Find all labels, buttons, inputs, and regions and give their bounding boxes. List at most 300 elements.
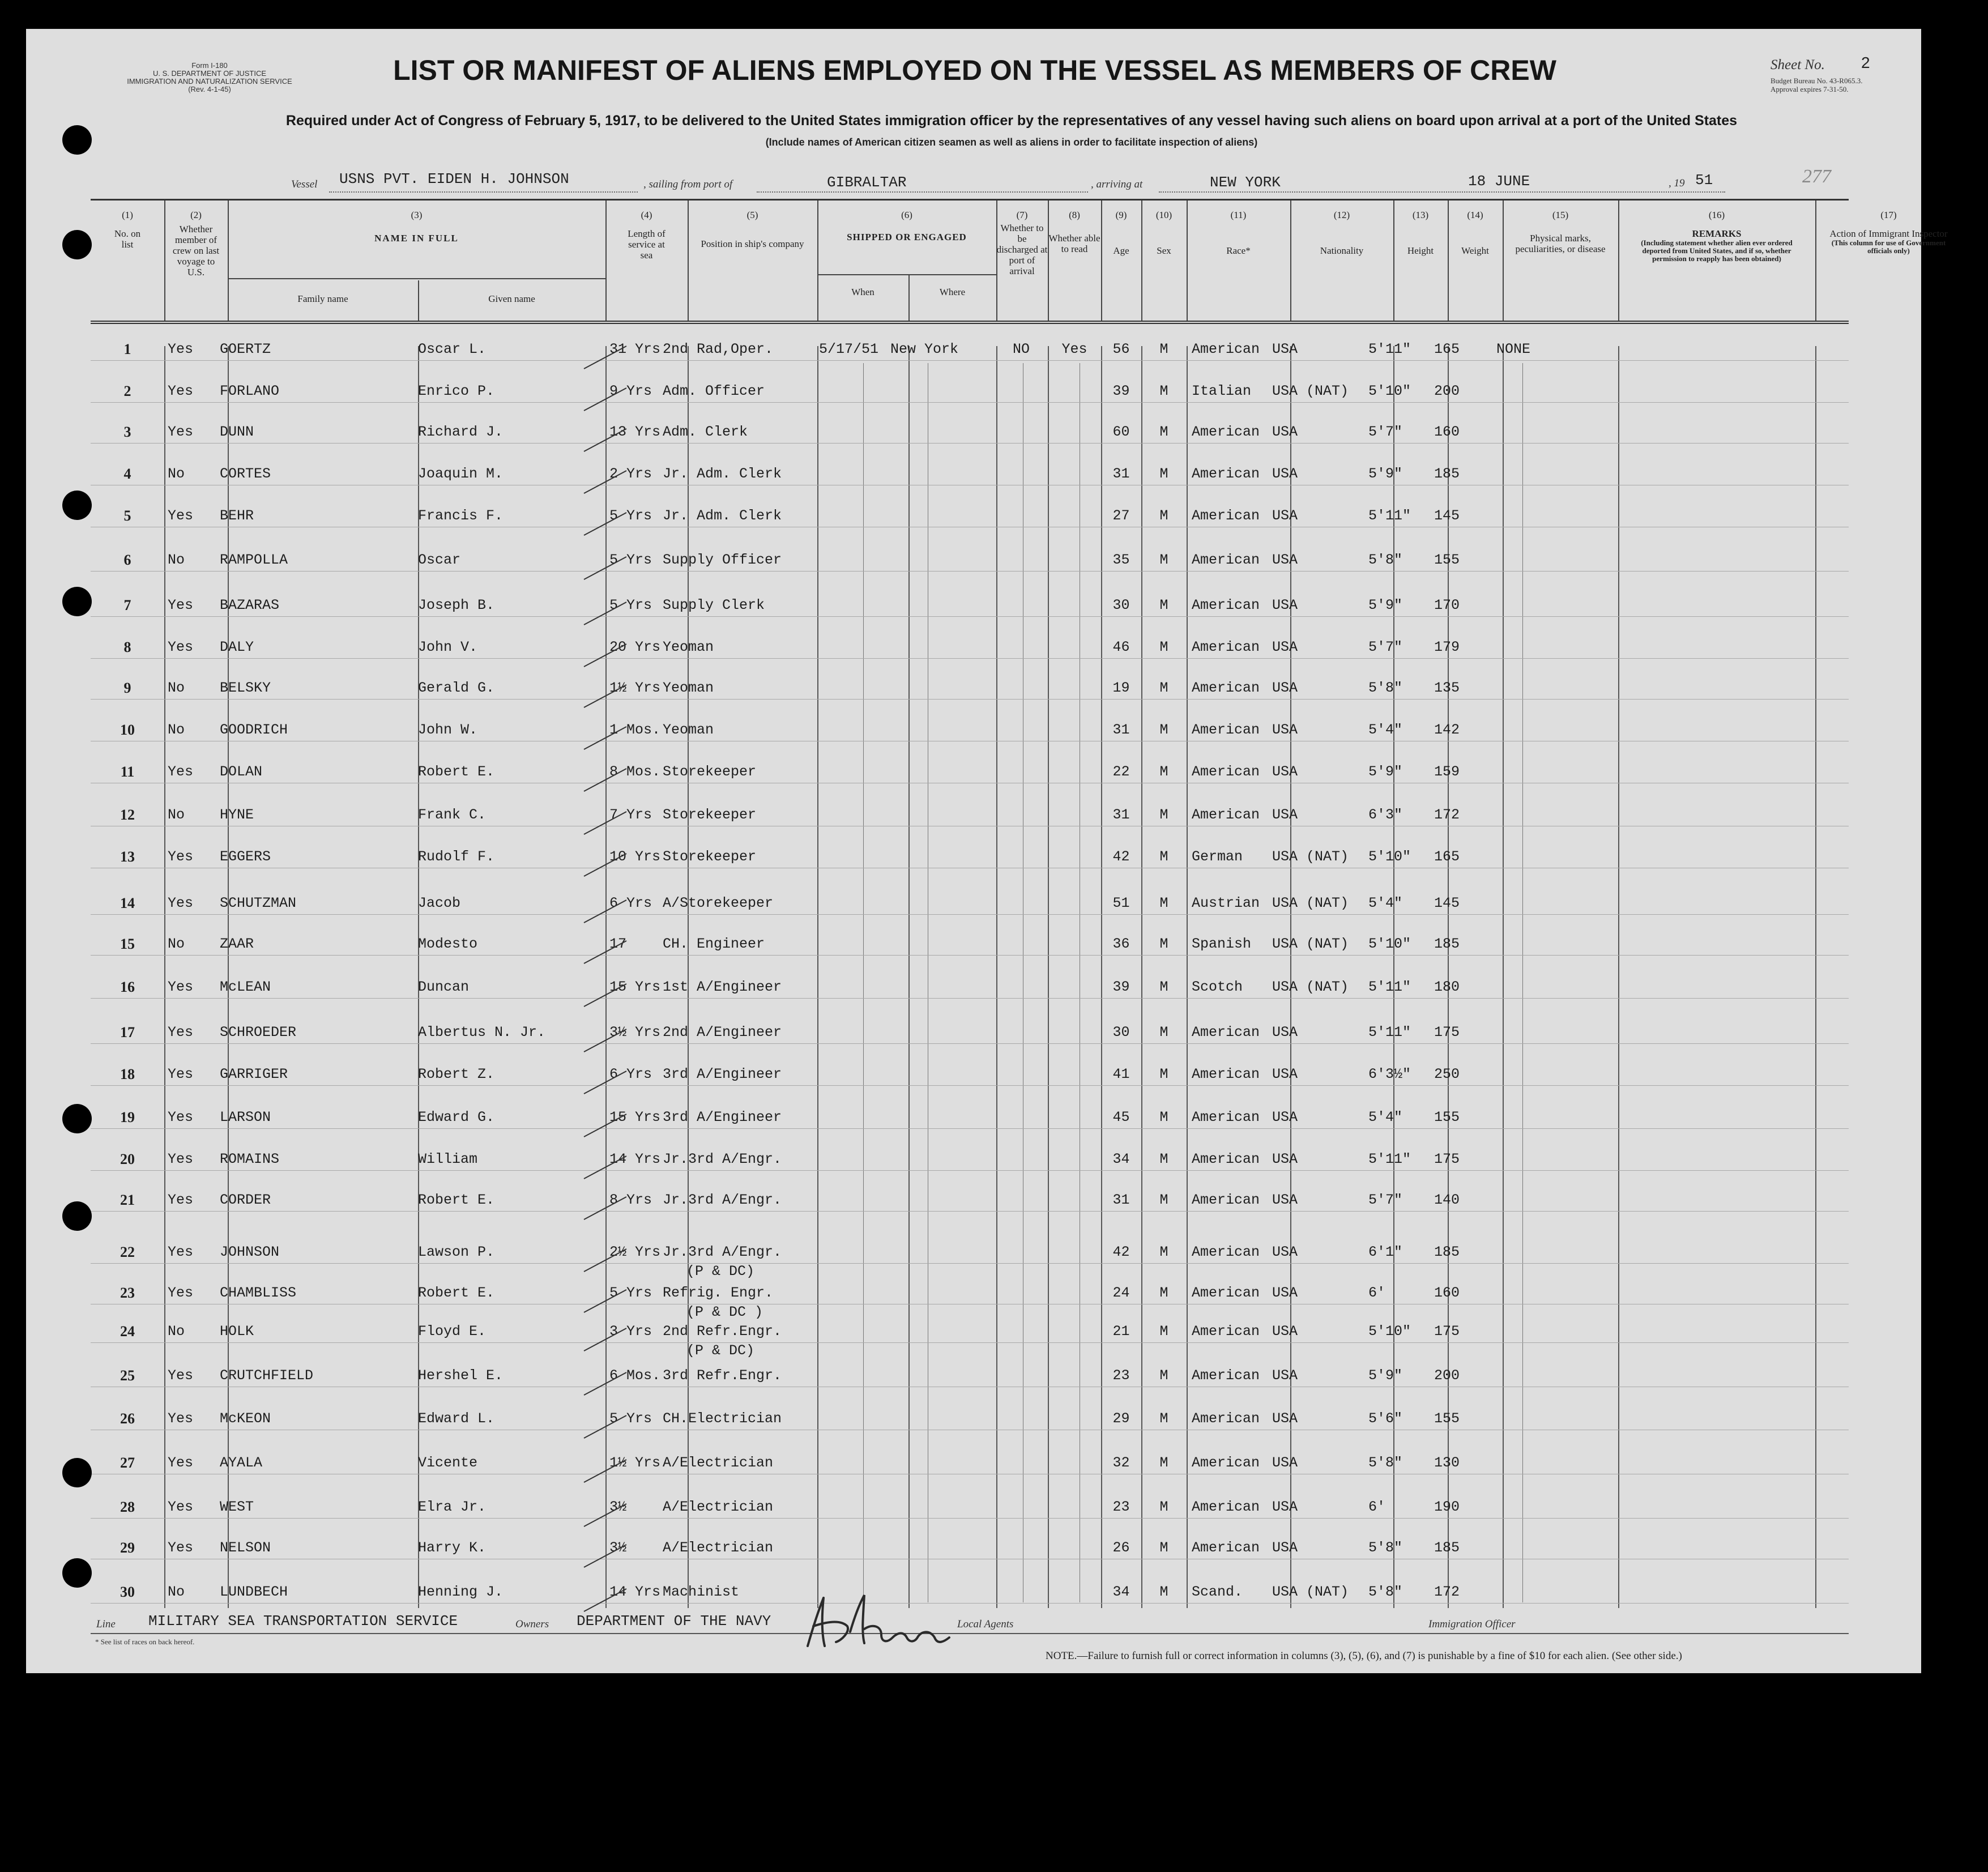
cell-family: CHAMBLISS <box>220 1285 297 1301</box>
subtitle: Required under Act of Congress of February 5, 1917, to be delivered to the United States immigration officer by the representatives of any vessel having such aliens on board upon arrival at a port of the United States <box>285 113 1738 129</box>
col7-label: Whether to be discharged at port of arrival <box>996 223 1048 276</box>
cell-position: 3rd A/Engineer <box>663 1066 782 1082</box>
cell-weight: 185 <box>1434 1540 1460 1556</box>
cell-service: 14 Yrs <box>609 1151 661 1167</box>
cell-race: American <box>1192 424 1260 440</box>
cell-age: 26 <box>1112 1540 1130 1556</box>
cell-given: Henning J. <box>418 1584 504 1600</box>
check-stroke <box>581 682 632 710</box>
check-stroke <box>581 554 632 582</box>
cell-race: American <box>1192 1109 1260 1125</box>
col5-number: (5) <box>746 210 758 220</box>
punch-hole <box>62 587 92 616</box>
table-row <box>91 955 1849 956</box>
cell-height: 5'9" <box>1368 1367 1403 1384</box>
cell-sex: M <box>1159 680 1168 696</box>
cell-no: 3 <box>123 424 131 440</box>
cell-age: 31 <box>1112 807 1130 823</box>
cell-height: 5'4" <box>1368 895 1403 911</box>
cell-nationality: USA <box>1272 341 1298 357</box>
cell-given: William <box>418 1151 478 1167</box>
cell-family: BAZARAS <box>220 597 280 613</box>
cell-sex: M <box>1159 1540 1168 1556</box>
cell-position: Yeoman <box>663 722 714 738</box>
cell-position: Jr. Adm. Clerk <box>663 508 782 524</box>
cell-nationality: USA (NAT) <box>1272 383 1349 399</box>
cell-service: 2½ Yrs <box>609 1244 661 1260</box>
cell-no: 18 <box>120 1066 135 1082</box>
sheet-number-label: Sheet No. <box>1771 57 1825 73</box>
check-stroke <box>581 1542 632 1570</box>
cell-no: 11 <box>120 764 135 780</box>
cell-age: 41 <box>1112 1066 1130 1082</box>
col16-header <box>1618 210 1815 263</box>
cell-position: Supply Clerk <box>663 597 765 613</box>
check-stroke <box>581 1457 632 1485</box>
when-header: When <box>851 287 874 297</box>
cell-service: 13 Yrs <box>609 424 661 440</box>
cell-weight: 200 <box>1434 383 1460 399</box>
check-stroke <box>581 1111 632 1140</box>
cell-nationality: USA <box>1272 1323 1298 1340</box>
cell-sex: M <box>1159 1109 1168 1125</box>
cell-family: LUNDBECH <box>220 1584 288 1600</box>
cell-service: 5 Yrs <box>609 1285 652 1301</box>
cell-race: American <box>1192 1367 1260 1384</box>
cell-age: 60 <box>1112 424 1130 440</box>
cell-weight: 160 <box>1434 1285 1460 1301</box>
cell-weight: 130 <box>1434 1455 1460 1471</box>
cell-prev: Yes <box>168 1192 194 1208</box>
check-stroke <box>581 938 632 966</box>
cell-prev: Yes <box>168 341 194 357</box>
form-number: Form I-180 <box>191 61 228 70</box>
cell-family: CORTES <box>220 466 271 482</box>
owners-value: DEPARTMENT OF THE NAVY <box>577 1613 771 1630</box>
col16-sublabel: (Including statement whether alien ever ordered deported from United States, and if so, whether permission to reapply has been obtained) <box>1641 238 1793 263</box>
cell-service: 3½ Yrs <box>609 1024 661 1041</box>
col15-number: (15) <box>1552 210 1569 220</box>
cell-sex: M <box>1159 552 1168 568</box>
table-row <box>91 1342 1849 1343</box>
approval-expiry: Approval expires 7-31-50. <box>1771 85 1849 93</box>
cell-height: 6' <box>1368 1285 1386 1301</box>
check-stroke <box>581 385 632 413</box>
cell-prev: Yes <box>168 764 194 780</box>
cell-race: American <box>1192 1410 1260 1427</box>
cell-race: American <box>1192 1151 1260 1167</box>
cell-nationality: USA <box>1272 1285 1298 1301</box>
cell-prev: No <box>168 807 185 823</box>
cell-given: Robert E. <box>418 764 495 780</box>
cell-age: 45 <box>1112 1109 1130 1125</box>
cell-position: A/Electrician <box>663 1455 774 1471</box>
cell-no: 12 <box>120 807 135 823</box>
cell-given: Oscar <box>418 552 461 568</box>
cell-given: John W. <box>418 722 478 738</box>
cell-position: Jr.3rd A/Engr. <box>663 1244 782 1260</box>
cell-height: 6'3½" <box>1368 1066 1411 1082</box>
cell-no: 5 <box>123 508 131 524</box>
col13-header <box>1393 210 1448 256</box>
footer-rule <box>91 1633 1849 1634</box>
cell-height: 5'8" <box>1368 680 1403 696</box>
col7-number: (7) <box>1016 210 1028 220</box>
column-divider <box>1815 346 1816 1608</box>
cell-age: 29 <box>1112 1410 1130 1427</box>
col17-header <box>1815 210 1962 255</box>
arriving-label: , arriving at <box>1091 178 1143 190</box>
cell-marks: NONE <box>1496 341 1531 357</box>
col8-label: Whether able to read <box>1048 233 1100 254</box>
cell-no: 1 <box>123 341 131 357</box>
signature-mark <box>796 1592 966 1654</box>
cell-nationality: USA (NAT) <box>1272 895 1349 911</box>
table-row <box>91 1211 1849 1212</box>
col6-label: SHIPPED OR ENGAGED <box>847 232 967 242</box>
cell-family: DUNN <box>220 424 254 440</box>
cell-position-note: (P & DC) <box>686 1263 755 1280</box>
cell-weight: 185 <box>1434 936 1460 952</box>
cell-nationality: USA <box>1272 1066 1298 1082</box>
cell-no: 4 <box>123 466 131 482</box>
check-stroke <box>581 1287 632 1315</box>
col4-label: Length of service at sea <box>628 228 665 261</box>
check-stroke <box>581 1413 632 1441</box>
cell-nationality: USA <box>1272 1455 1298 1471</box>
column-divider <box>1187 346 1188 1608</box>
col11-header <box>1187 210 1290 256</box>
cell-nationality: USA <box>1272 466 1298 482</box>
cell-nationality: USA <box>1272 1244 1298 1260</box>
cell-race: American <box>1192 1244 1260 1260</box>
cell-family: ROMAINS <box>220 1151 280 1167</box>
cell-sex: M <box>1159 1192 1168 1208</box>
check-stroke <box>581 1246 632 1274</box>
cell-no: 13 <box>120 848 135 865</box>
cell-position: 2nd Rad,Oper. <box>663 341 774 357</box>
cell-height: 5'8" <box>1368 1584 1403 1600</box>
table-row <box>91 1043 1849 1044</box>
local-agents-label: Local Agents <box>957 1618 1014 1630</box>
cell-no: 19 <box>120 1109 135 1125</box>
cell-service: 5 Yrs <box>609 597 652 613</box>
check-stroke <box>581 724 632 752</box>
cell-service: 3½ <box>609 1540 627 1556</box>
ditto-line <box>863 363 864 1602</box>
column-divider <box>1618 346 1619 1608</box>
cell-age: 51 <box>1112 895 1130 911</box>
cell-height: 5'11" <box>1368 341 1411 357</box>
cell-age: 32 <box>1112 1455 1130 1471</box>
col9-label: Age <box>1113 245 1129 256</box>
cell-given: Frank C. <box>418 807 487 823</box>
cell-age: 39 <box>1112 979 1130 995</box>
cell-service: 5 Yrs <box>609 552 652 568</box>
cell-prev: Yes <box>168 979 194 995</box>
cell-age: 56 <box>1112 341 1130 357</box>
cell-service: 1½ Yrs <box>609 680 661 696</box>
cell-age: 23 <box>1112 1367 1130 1384</box>
cell-race: American <box>1192 466 1260 482</box>
cell-position: Storekeeper <box>663 848 757 865</box>
cell-prev: Yes <box>168 1151 194 1167</box>
vessel-label: Vessel <box>291 178 318 190</box>
cell-position: Jr. Adm. Clerk <box>663 466 782 482</box>
cell-sex: M <box>1159 979 1168 995</box>
cell-no: 22 <box>120 1244 135 1260</box>
cell-sex: M <box>1159 424 1168 440</box>
col12-header <box>1290 210 1393 256</box>
cell-weight: 172 <box>1434 807 1460 823</box>
check-stroke <box>581 1370 632 1398</box>
cell-prev: Yes <box>168 639 194 655</box>
cell-race: American <box>1192 680 1260 696</box>
punch-hole <box>62 1104 92 1133</box>
form-identifier <box>96 62 323 93</box>
cell-weight: 142 <box>1434 722 1460 738</box>
cell-family: HOLK <box>220 1323 254 1340</box>
cell-given: Robert E. <box>418 1192 495 1208</box>
col11-number: (11) <box>1230 210 1247 220</box>
cell-service: 17 <box>609 936 627 952</box>
cell-race: Scand. <box>1192 1584 1243 1600</box>
cell-nationality: USA (NAT) <box>1272 1584 1349 1600</box>
cell-age: 42 <box>1112 1244 1130 1260</box>
check-stroke <box>581 809 632 837</box>
col3-number: (3) <box>411 210 423 220</box>
cell-nationality: USA <box>1272 1109 1298 1125</box>
cell-no: 10 <box>120 722 135 738</box>
cell-given: Robert Z. <box>418 1066 495 1082</box>
cell-given: Harry K. <box>418 1540 487 1556</box>
cell-position: A/Storekeeper <box>663 895 774 911</box>
cell-no: 26 <box>120 1410 135 1427</box>
cell-given: Gerald G. <box>418 680 495 696</box>
cell-weight: 160 <box>1434 424 1460 440</box>
cell-position: Yeoman <box>663 639 714 655</box>
cell-race: American <box>1192 639 1260 655</box>
cell-family: CORDER <box>220 1192 271 1208</box>
cell-service: 5 Yrs <box>609 508 652 524</box>
sheet-number-value: 2 <box>1861 54 1870 71</box>
col17-number: (17) <box>1880 210 1897 220</box>
cell-race: American <box>1192 1499 1260 1515</box>
col9-header <box>1101 210 1141 256</box>
cell-age: 31 <box>1112 466 1130 482</box>
cell-given: Elra Jr. <box>418 1499 487 1515</box>
cell-nationality: USA <box>1272 508 1298 524</box>
cell-age: 39 <box>1112 383 1130 399</box>
cell-given: Duncan <box>418 979 470 995</box>
cell-position: Jr.3rd A/Engr. <box>663 1192 782 1208</box>
cell-age: 35 <box>1112 552 1130 568</box>
line-label: Line <box>96 1618 116 1630</box>
cell-given: Edward L. <box>418 1410 495 1427</box>
cell-service: 20 Yrs <box>609 639 661 655</box>
cell-given: Joseph B. <box>418 597 495 613</box>
cell-position-note: (P & DC) <box>686 1342 755 1359</box>
cell-service: 2 Yrs <box>609 466 652 482</box>
cell-weight: 175 <box>1434 1151 1460 1167</box>
column-divider <box>908 346 910 1608</box>
cell-prev: No <box>168 936 185 952</box>
cell-weight: 190 <box>1434 1499 1460 1515</box>
cell-sex: M <box>1159 1285 1168 1301</box>
cell-sex: M <box>1159 1244 1168 1260</box>
cell-age: 34 <box>1112 1151 1130 1167</box>
cell-family: LARSON <box>220 1109 271 1125</box>
cell-sex: M <box>1159 508 1168 524</box>
cell-height: 6'3" <box>1368 807 1403 823</box>
cell-sex: M <box>1159 466 1168 482</box>
cell-nationality: USA <box>1272 1367 1298 1384</box>
cell-height: 5'9" <box>1368 466 1403 482</box>
cell-nationality: USA (NAT) <box>1272 848 1349 865</box>
cell-nationality: USA <box>1272 1024 1298 1041</box>
cell-given: Rudolf F. <box>418 848 495 865</box>
cell-nationality: USA <box>1272 807 1298 823</box>
cell-weight: 159 <box>1434 764 1460 780</box>
cell-given: Richard J. <box>418 424 504 440</box>
cell-nationality: USA <box>1272 1192 1298 1208</box>
cell-prev: Yes <box>168 1499 194 1515</box>
cell-height: 5'7" <box>1368 424 1403 440</box>
check-stroke <box>581 1153 632 1182</box>
cell-nationality: USA <box>1272 1410 1298 1427</box>
cell-position: Yeoman <box>663 680 714 696</box>
cell-sex: M <box>1159 1584 1168 1600</box>
cell-age: 22 <box>1112 764 1130 780</box>
cell-age: 31 <box>1112 722 1130 738</box>
cell-nationality: USA <box>1272 552 1298 568</box>
table-row <box>91 443 1849 444</box>
col16-number: (16) <box>1708 210 1725 220</box>
cell-given: Enrico P. <box>418 383 495 399</box>
cell-prev: Yes <box>168 1244 194 1260</box>
cell-no: 29 <box>120 1540 135 1556</box>
cell-weight: 180 <box>1434 979 1460 995</box>
table-row <box>91 1518 1849 1519</box>
cell-race: American <box>1192 597 1260 613</box>
cell-sex: M <box>1159 1367 1168 1384</box>
cell-prev: Yes <box>168 383 194 399</box>
cell-position: Storekeeper <box>663 764 757 780</box>
cell-race: American <box>1192 807 1260 823</box>
cell-height: 5'10" <box>1368 383 1411 399</box>
cell-family: GOODRICH <box>220 722 288 738</box>
check-stroke <box>581 641 632 670</box>
col12-number: (12) <box>1333 210 1350 220</box>
cell-prev: Yes <box>168 597 194 613</box>
cell-service: 6 Yrs <box>609 895 652 911</box>
col5-label: Position in ship's company <box>701 238 804 249</box>
col1-label: No. on list <box>114 228 141 250</box>
cell-prev: No <box>168 680 185 696</box>
cell-height: 5'10" <box>1368 848 1411 865</box>
cell-position: Refrig. Engr. <box>663 1285 774 1301</box>
cell-no: 20 <box>120 1151 135 1167</box>
cell-sex: M <box>1159 1151 1168 1167</box>
cell-family: CRUTCHFIELD <box>220 1367 314 1384</box>
cell-family: BEHR <box>220 508 254 524</box>
cell-given: Albertus N. Jr. <box>418 1024 546 1041</box>
cell-weight: 170 <box>1434 597 1460 613</box>
cell-nationality: USA <box>1272 424 1298 440</box>
cell-family: GOERTZ <box>220 341 271 357</box>
cell-prev: Yes <box>168 1455 194 1471</box>
col7-header <box>996 210 1048 276</box>
cell-service: 1 Mos. <box>609 722 661 738</box>
vessel-name: USNS PVT. EIDEN H. JOHNSON <box>339 170 569 187</box>
cell-family: McKEON <box>220 1410 271 1427</box>
check-stroke <box>581 1501 632 1529</box>
cell-no: 14 <box>120 895 135 911</box>
cell-service: 15 Yrs <box>609 979 661 995</box>
cell-position: 3rd A/Engineer <box>663 1109 782 1125</box>
cell-race: American <box>1192 722 1260 738</box>
from-port-underline <box>757 191 1088 193</box>
cell-weight: 145 <box>1434 895 1460 911</box>
cell-weight: 250 <box>1434 1066 1460 1082</box>
table-row <box>91 616 1849 617</box>
cell-age: 21 <box>1112 1323 1130 1340</box>
cell-age: 27 <box>1112 508 1130 524</box>
cell-height: 5'11" <box>1368 979 1411 995</box>
col17-sublabel: (This column for use of Government officials only) <box>1831 238 1946 255</box>
cell-sex: M <box>1159 1024 1168 1041</box>
cell-given: Floyd E. <box>418 1323 487 1340</box>
cell-service: 10 Yrs <box>609 848 661 865</box>
cell-weight: 185 <box>1434 1244 1460 1260</box>
table-row <box>91 571 1849 572</box>
table-row <box>91 914 1849 915</box>
cell-nationality: USA (NAT) <box>1272 979 1349 995</box>
col2-label: Whether member of crew on last voyage to U.S. <box>172 224 220 278</box>
cell-when: 5/17/51 <box>819 341 879 357</box>
col11-label: Race* <box>1226 245 1251 256</box>
cell-where: New York <box>890 341 959 357</box>
punch-hole <box>62 1201 92 1231</box>
cell-nationality: USA <box>1272 1151 1298 1167</box>
cell-no: 7 <box>123 597 131 613</box>
cell-age: 42 <box>1112 848 1130 865</box>
cell-no: 17 <box>120 1024 135 1041</box>
cell-height: 6'1" <box>1368 1244 1403 1260</box>
cell-service: 15 Yrs <box>609 1109 661 1125</box>
cell-weight: 200 <box>1434 1367 1460 1384</box>
where-header: Where <box>939 287 966 297</box>
col2-number: (2) <box>190 210 202 220</box>
cell-race: German <box>1192 848 1243 865</box>
cell-no: 21 <box>120 1192 135 1208</box>
cell-height: 5'4" <box>1368 1109 1403 1125</box>
cell-sex: M <box>1159 1323 1168 1340</box>
cell-given: Francis F. <box>418 508 504 524</box>
check-stroke <box>581 599 632 628</box>
cell-sex: M <box>1159 597 1168 613</box>
check-stroke <box>581 1068 632 1097</box>
cell-no: 23 <box>120 1285 135 1301</box>
cell-given: Hershel E. <box>418 1367 504 1384</box>
cell-no: 8 <box>123 639 131 655</box>
cell-race: American <box>1192 552 1260 568</box>
cell-position: Jr.3rd A/Engr. <box>663 1151 782 1167</box>
cell-position: A/Electrician <box>663 1499 774 1515</box>
cell-prev: Yes <box>168 1024 194 1041</box>
cell-race: American <box>1192 1066 1260 1082</box>
check-stroke <box>581 766 632 794</box>
